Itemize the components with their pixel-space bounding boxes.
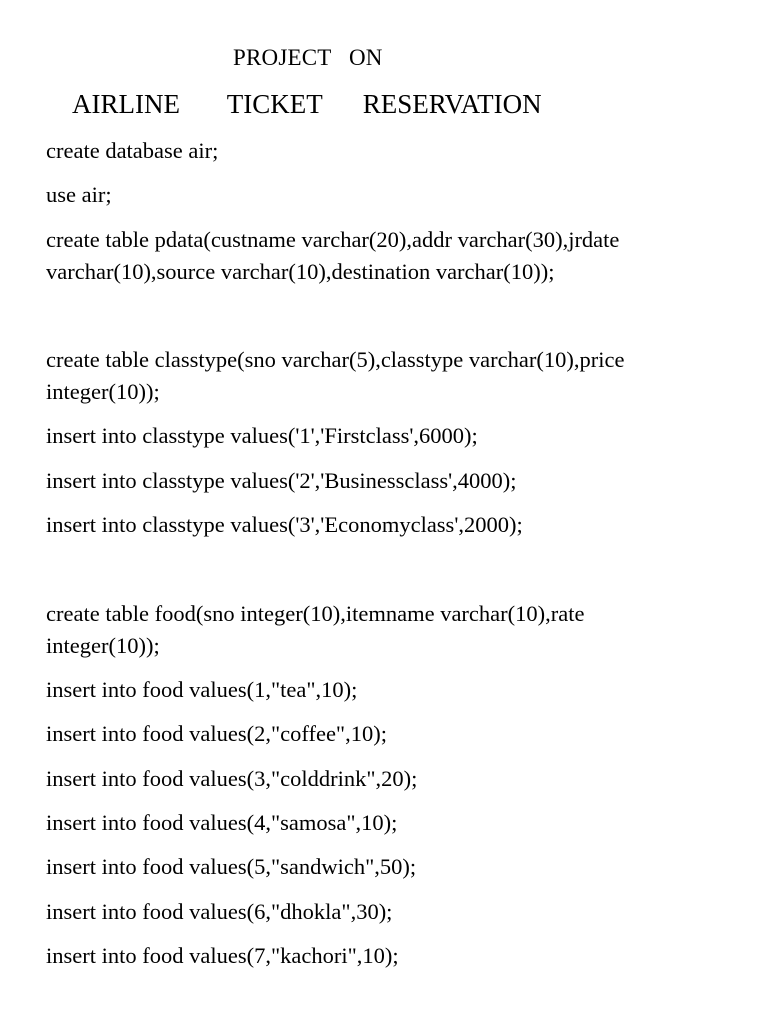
code-line: insert into food values(6,"dhokla",30);: [46, 899, 393, 924]
code-line: insert into food values(1,"tea",10);: [46, 677, 358, 702]
code-line: insert into classtype values('3','Economyclass',2000);: [46, 512, 523, 537]
code-line: integer(10));: [46, 633, 160, 658]
code-line: insert into food values(7,"kachori",10);: [46, 943, 399, 968]
code-line: integer(10));: [46, 379, 160, 404]
code-line: insert into food values(3,"colddrink",20);: [46, 766, 418, 791]
code-line: create database air;: [46, 138, 219, 163]
code-line: insert into food values(2,"coffee",10);: [46, 721, 387, 746]
code-line: insert into food values(4,"samosa",10);: [46, 810, 398, 835]
code-line: insert into classtype values('1','Firstclass',6000);: [46, 423, 478, 448]
code-line: create table classtype(sno varchar(5),classtype varchar(10),price: [46, 347, 625, 372]
code-line: insert into classtype values('2','Businessclass',4000);: [46, 468, 517, 493]
code-line: insert into food values(5,"sandwich",50);: [46, 854, 417, 879]
code-line: use air;: [46, 182, 112, 207]
code-line: varchar(10),source varchar(10),destination varchar(10));: [46, 259, 555, 284]
code-line: create table food(sno integer(10),itemname varchar(10),rate: [46, 601, 585, 626]
title-line-1: PROJECT ON: [233, 45, 383, 70]
title-line-2: AIRLINE TICKET RESERVATION: [72, 89, 542, 119]
code-line: create table pdata(custname varchar(20),addr varchar(30),jrdate: [46, 227, 620, 252]
